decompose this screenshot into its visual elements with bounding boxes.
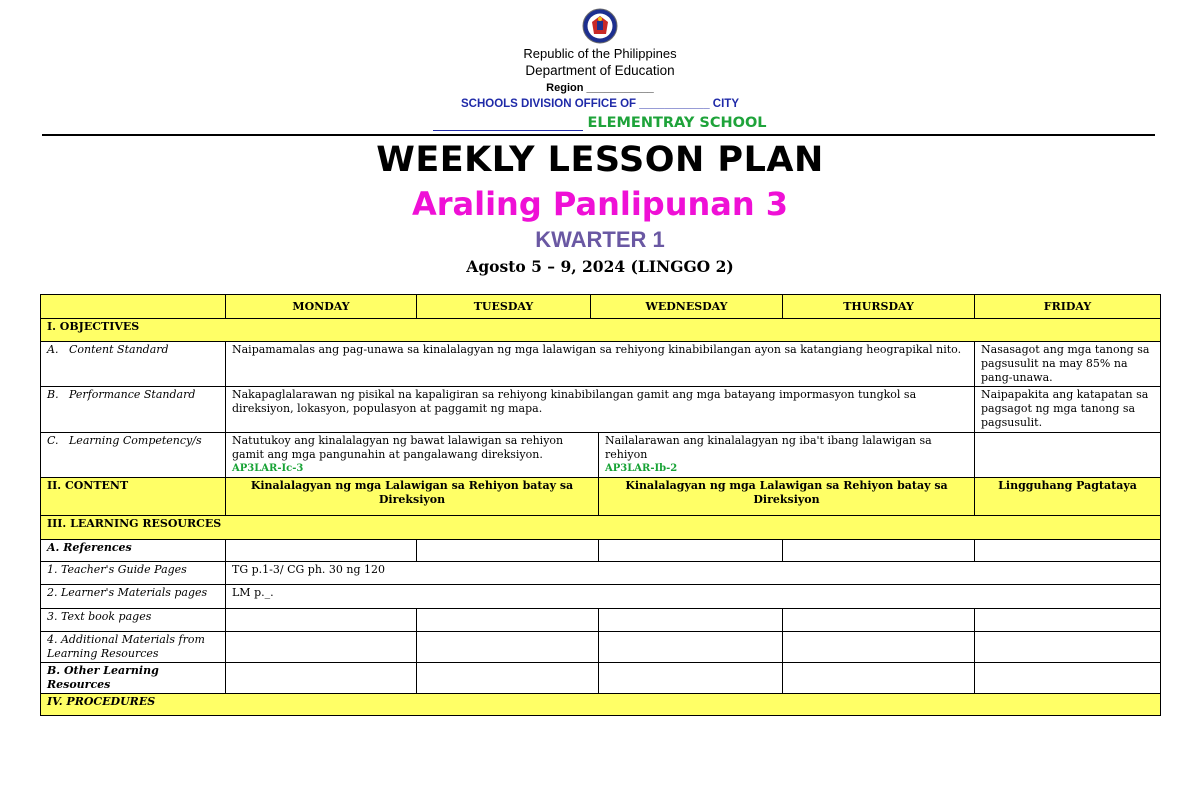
table-cell — [599, 540, 783, 562]
table-cell — [975, 540, 1161, 562]
content-standard-label: A. Content Standard — [41, 342, 226, 387]
competency-mon-tue: Natutukoy ang kinalalagyan ng bawat lalawigan sa rehiyon gamit ang mga pangunahin at pangalawang direksiyon. AP3LAR-Ic-3 — [226, 433, 599, 478]
competency-friday — [975, 433, 1161, 478]
procedures-heading: IV. PROCEDURES — [41, 694, 1161, 716]
republic-label: Republic of the Philippines — [523, 46, 677, 61]
day-wednesday: WEDNESDAY — [591, 295, 783, 319]
teachers-guide-label: 1. Teacher's Guide Pages — [41, 562, 226, 585]
textbook-label: 3. Text book pages — [41, 609, 226, 632]
table-cell — [417, 632, 599, 663]
table-cell — [226, 663, 417, 694]
region-label: Region ___________ — [546, 82, 654, 94]
page-title: WEEKLY LESSON PLAN — [376, 140, 824, 180]
table-cell — [417, 540, 599, 562]
references-row — [41, 540, 1161, 562]
content-wed-thu: Kinalalagyan ng mga Lalawigan sa Rehiyon batay sa Direksiyon — [599, 478, 975, 516]
school-label: ELEMENTRAY SCHOOL — [587, 115, 767, 131]
additional-materials-label: 4. Additional Materials from Learning Resources — [41, 632, 226, 663]
competency-code: AP3LAR-Ib-2 — [605, 463, 678, 474]
competency-label: C. Learning Competency/s — [41, 433, 226, 478]
other-resources-row — [41, 663, 1161, 694]
table-cell — [599, 609, 783, 632]
table-cell — [783, 540, 975, 562]
other-resources-label: B. Other Learning Resources — [41, 663, 226, 694]
table-cell — [417, 663, 599, 694]
resources-row — [41, 516, 1161, 540]
table-cell — [783, 632, 975, 663]
table-cell — [783, 609, 975, 632]
content-row — [41, 478, 1161, 516]
table-cell — [599, 663, 783, 694]
learners-materials-row — [41, 585, 1161, 609]
objectives-heading: I. OBJECTIVES — [41, 319, 1161, 342]
competency-row — [41, 433, 1161, 478]
day-tuesday: TUESDAY — [417, 295, 591, 319]
department-label: Department of Education — [525, 63, 675, 78]
table-cell — [975, 609, 1161, 632]
table-cell — [599, 632, 783, 663]
performance-standard-text: Nakapaglalarawan ng pisikal na kapaligiran sa rehiyong kinabibilangan gamit ang mga batayang impormasyon tungkol sa direksiyon, lokasyon, populasyon at paggamit ng mapa. — [226, 387, 975, 433]
table-cell — [975, 632, 1161, 663]
division-label: SCHOOLS DIVISION OFFICE OF ___________ CITY — [460, 98, 739, 110]
content-standard-friday: Nasasagot ang mga tanong sa pagsusulit na may 85% na pang-unawa. — [975, 342, 1161, 387]
objectives-row — [41, 319, 1161, 342]
school-name — [0, 115, 1200, 131]
content-friday: Lingguhang Pagtataya — [975, 478, 1161, 516]
procedures-row — [41, 694, 1161, 716]
references-label: A. References — [41, 540, 226, 562]
content-standard-text: Naipamamalas ang pag-unawa sa kinalalagyan ng mga lalawigan sa rehiyong kinabibilangan ayon sa katangiang heograpikal nito. — [226, 342, 975, 387]
corner-cell — [41, 295, 226, 319]
school-blank — [433, 118, 583, 131]
table-cell — [226, 609, 417, 632]
performance-standard-row — [41, 387, 1161, 433]
table-cell — [226, 540, 417, 562]
table-cell — [226, 632, 417, 663]
performance-standard-label: B. Performance Standard — [41, 387, 226, 433]
day-thursday: THURSDAY — [783, 295, 975, 319]
resources-heading: III. LEARNING RESOURCES — [41, 516, 1161, 540]
date-label: Agosto 5 – 9, 2024 (LINGGO 2) — [466, 257, 734, 276]
textbook-row — [41, 609, 1161, 632]
teachers-guide-value: TG p.1-3/ CG ph. 30 ng 120 — [226, 562, 1161, 585]
competency-wed-thu: Nailalarawan ang kinalalagyan ng iba't ibang lalawigan sa rehiyon AP3LAR-Ib-2 — [599, 433, 975, 478]
table-cell — [783, 663, 975, 694]
content-heading: II. CONTENT — [41, 478, 226, 516]
deped-seal-logo — [582, 8, 618, 44]
quarter-label: KWARTER 1 — [535, 227, 665, 252]
table-cell — [975, 663, 1161, 694]
header-divider — [42, 134, 1155, 136]
learners-materials-label: 2. Learner's Materials pages — [41, 585, 226, 609]
content-standard-row — [41, 342, 1161, 387]
lesson-plan-table — [40, 294, 1161, 716]
competency-code: AP3LAR-Ic-3 — [232, 463, 304, 474]
teachers-guide-row — [41, 562, 1161, 585]
table-cell — [417, 609, 599, 632]
performance-standard-friday: Naipapakita ang katapatan sa pagsagot ng mga tanong sa pagsusulit. — [975, 387, 1161, 433]
learners-materials-value: LM p._. — [226, 585, 1161, 609]
subject-title: Araling Panlipunan 3 — [411, 185, 789, 223]
content-mon-tue: Kinalalagyan ng mga Lalawigan sa Rehiyon batay sa Direksiyon — [226, 478, 599, 516]
days-header-row — [41, 295, 1161, 319]
day-friday: FRIDAY — [975, 295, 1161, 319]
day-monday: MONDAY — [226, 295, 417, 319]
additional-materials-row — [41, 632, 1161, 663]
